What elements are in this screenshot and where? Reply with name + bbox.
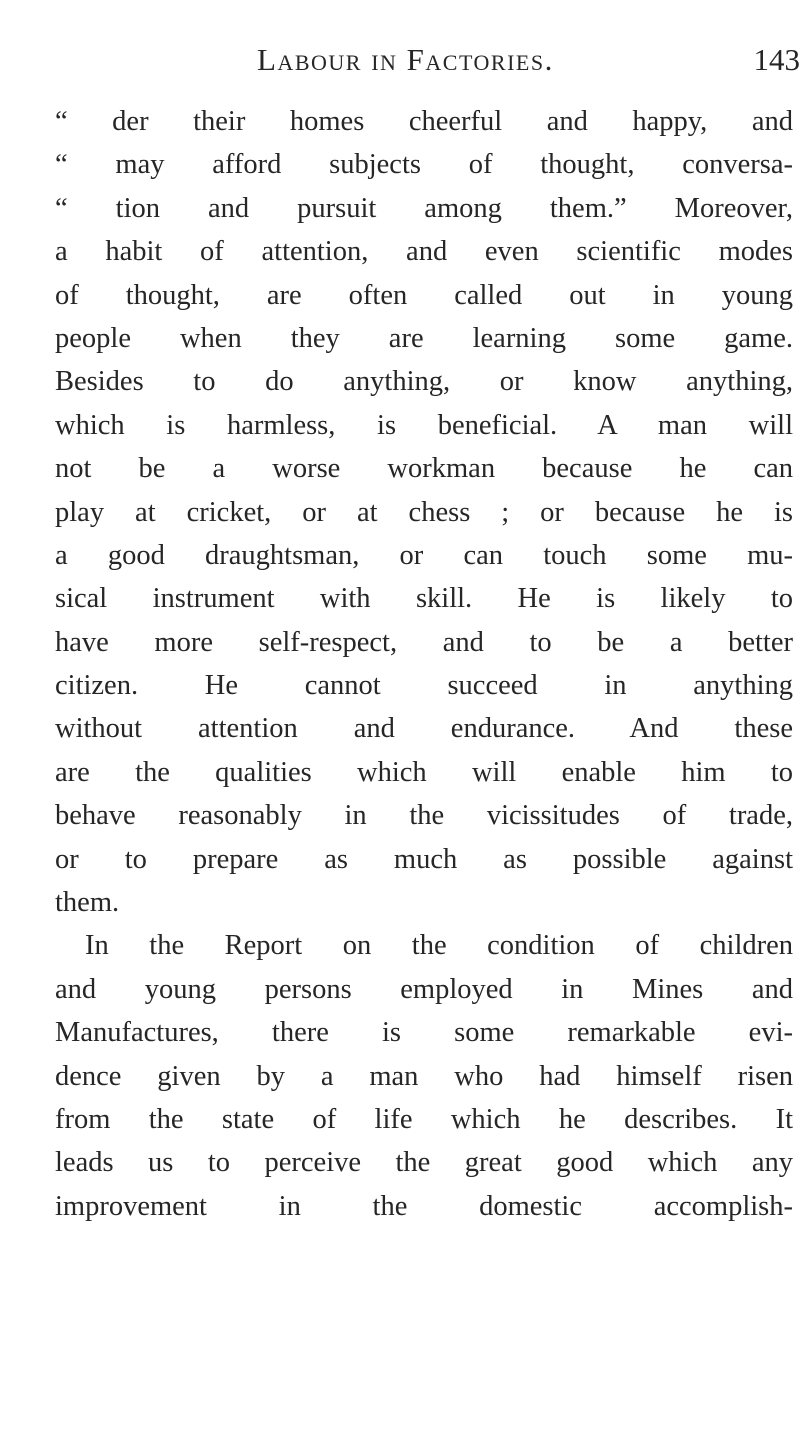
text-line: a good draughtsman, or can touch some mu- [55, 539, 793, 571]
text-line: play at cricket, or at chess ; or because he is [55, 496, 793, 528]
text-line: a habit of attention, and even scientific modes [55, 236, 793, 268]
text-line: “ may afford subjects of thought, conversa- [55, 149, 793, 181]
text-line: leads us to perceive the great good which any [55, 1147, 793, 1179]
text-line: Manufactures, there is some remarkable evi- [55, 1017, 793, 1049]
body-text [55, 100, 793, 1228]
text-line: citizen. He cannot succeed in anything [55, 670, 793, 702]
text-line: improvement in the domestic accomplish- [55, 1190, 793, 1222]
text-line: “ der their homes cheerful and happy, and [55, 106, 793, 137]
text-line: which is harmless, is beneficial. A man will [55, 409, 793, 441]
text-line: without attention and endurance. And these [55, 713, 793, 745]
text-line: “ tion and pursuit among them.” Moreover, [55, 192, 793, 224]
text-line: from the state of life which he describes. It [55, 1103, 793, 1135]
running-title: Labour in Factories. [257, 42, 554, 77]
text-line: and young persons employed in Mines and [55, 973, 793, 1005]
page-number: 143 [753, 42, 800, 77]
running-head [55, 42, 800, 90]
text-line: or to prepare as much as possible against [55, 843, 793, 875]
text-line: people when they are learning some game. [55, 322, 793, 354]
text-line: sical instrument with skill. He is likely to [55, 583, 793, 615]
text-line: dence given by a man who had himself risen [55, 1060, 793, 1092]
text-line: Besides to do anything, or know anything, [55, 366, 793, 398]
text-line: behave reasonably in the vicissitudes of trade, [55, 800, 793, 832]
text-line: have more self-respect, and to be a better [55, 626, 793, 658]
text-line: not be a worse workman because he can [55, 453, 793, 485]
text-line: them. [55, 887, 120, 919]
text-line: are the qualities which will enable him to [55, 756, 793, 788]
text-line: of thought, are often called out in young [55, 279, 793, 311]
paragraph-first-line: In the Report on the condition of children [85, 930, 793, 962]
